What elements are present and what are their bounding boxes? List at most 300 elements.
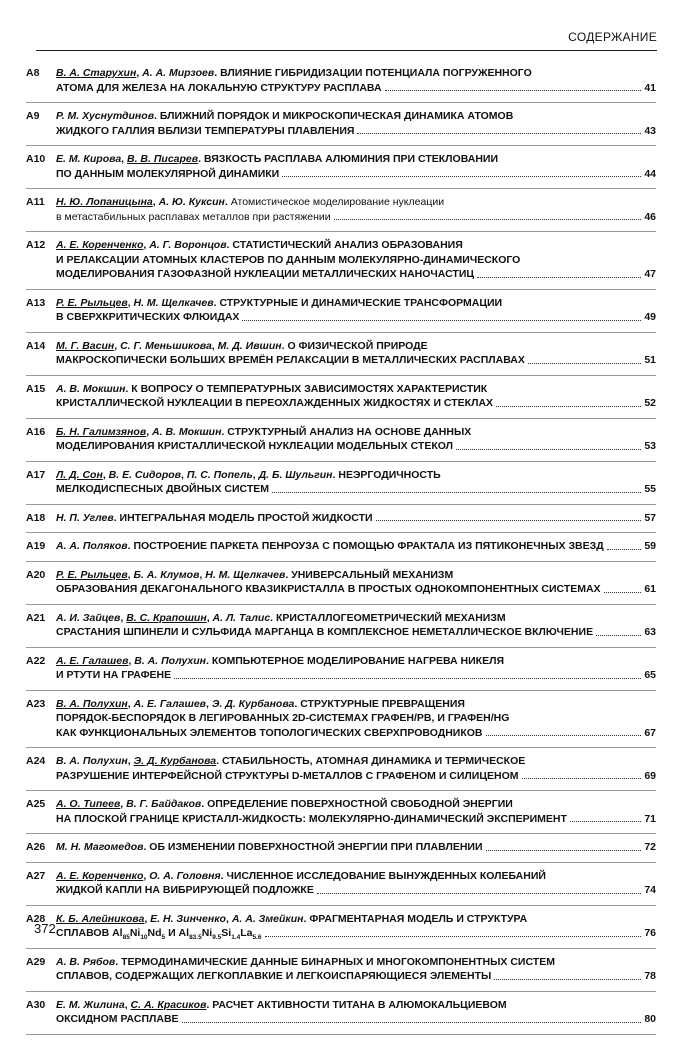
author-name: В. А. Старухин <box>56 67 137 79</box>
entry-line-text <box>56 668 171 683</box>
title-text: СТРУКТУРНЫЙ АНАЛИЗ НА ОСНОВЕ ДАННЫХ <box>227 425 472 438</box>
entry-line <box>56 726 656 741</box>
title-text: КРИСТАЛЛИЧЕСКОЙ НУКЛЕАЦИИ В ПЕРЕОХЛАЖДЕННЫХ ЖИДКОСТЯХ И СТЕКЛАХ <box>56 397 494 409</box>
dot-leader <box>607 539 642 550</box>
entry-line <box>56 511 656 526</box>
author-name: М. Г. Васин <box>56 339 115 352</box>
toc-entry <box>26 697 656 749</box>
toc-entry <box>26 296 656 333</box>
entry-line-text <box>56 812 567 827</box>
entry-code: А24 <box>26 755 46 767</box>
entry-code: А22 <box>26 654 46 667</box>
toc-entry <box>26 754 656 791</box>
entry-body <box>56 912 656 941</box>
author-name: Н. Ю. Лопаницына <box>56 196 153 208</box>
author-name: А. В. Мокшин <box>152 425 222 438</box>
entry-body <box>56 611 656 640</box>
entry-body <box>56 754 656 783</box>
entry-code: А17 <box>26 468 46 481</box>
author-name: Е. М. Кирова <box>56 153 122 165</box>
title-text: ПОСТРОЕНИЕ ПАРКЕТА ПЕНРОУЗА С ПОМОЩЬЮ ФРАКТАЛА ИЗ ПЯТИКОНЕЧНЫХ ЗВЕЗД <box>133 540 604 552</box>
entry-body <box>56 511 656 526</box>
entry-line-text <box>56 439 453 454</box>
entry-line-text <box>56 124 354 139</box>
author-name: Р. Е. Рыльцев <box>56 296 128 309</box>
formula-text: Ni <box>129 927 141 939</box>
author-name: В. С. Крапошин <box>126 611 207 624</box>
author-name: В. А. Полухин <box>134 654 207 667</box>
entry-line-text <box>56 396 493 411</box>
entry-page: 44 <box>644 167 656 180</box>
author-name: А. И. Зайцев <box>56 611 121 624</box>
entry-line <box>56 253 656 268</box>
dot-leader <box>282 167 641 178</box>
title-text: ЖИДКОГО ГАЛЛИЯ ВБЛИЗИ ТЕМПЕРАТУРЫ ПЛАВЛЕНИЯ <box>56 124 355 137</box>
author-name: Э. Д. Курбанова <box>133 755 217 767</box>
title-text: ПО ДАННЫМ МОЛЕКУЛЯРНОЙ ДИНАМИКИ <box>56 167 280 180</box>
toc-entry <box>26 339 656 376</box>
title-text: ЖИДКОЙ КАПЛИ НА ВИБРИРУЮЩЕЙ ПОДЛОЖКЕ <box>56 884 314 896</box>
entry-line <box>56 697 656 712</box>
title-text: МАКРОСКОПИЧЕСКИ БОЛЬШИХ ВРЕМЁН РЕЛАКСАЦИИ В МЕТАЛЛИЧЕСКИХ РАСПЛАВАХ <box>56 354 525 366</box>
entry-line-text <box>56 210 331 225</box>
entry-body <box>56 468 656 497</box>
entry-page: 55 <box>644 483 656 495</box>
title-text: ОБРАЗОВАНИЯ ДЕКАГОНАЛЬНОГО КВАЗИКРИСТАЛЛА В ПРОСТЫХ ОДНОКОМПОНЕНТНЫХ СИСТЕМАХ <box>56 583 601 595</box>
dot-leader <box>242 310 641 321</box>
author-name: Э. Д. Курбанова <box>211 697 295 710</box>
author-name: Н. П. Углев <box>56 511 114 524</box>
entry-line-text: А. Е. Коренченко, А. Г. Воронцов. СТАТИСТИЧЕСКИЙ АНАЛИЗ ОБРАЗОВАНИЯ <box>56 239 463 251</box>
entry-line-text: В. А. Старухин, А. А. Мирзоев. ВЛИЯНИЕ ГИБРИДИЗАЦИИ ПОТЕНЦИАЛА ПОГРУЖЕННОГО <box>56 67 532 79</box>
author-name: А. О. Типеев <box>56 798 121 810</box>
dot-leader <box>486 726 642 737</box>
entry-line <box>56 883 656 898</box>
entry-line-text: А. О. Типеев, В. Г. Байдаков. ОПРЕДЕЛЕНИЕ ПОВЕРХНОСТНОЙ СВОБОДНОЙ ЭНЕРГИИ <box>56 798 513 810</box>
entry-code: А23 <box>26 697 46 710</box>
toc-entry <box>26 955 656 992</box>
entry-line <box>56 482 656 497</box>
dot-leader <box>596 625 641 636</box>
entry-page: 71 <box>644 812 656 825</box>
entry-code: А21 <box>26 611 46 624</box>
entry-line-text <box>56 167 279 182</box>
dot-leader <box>182 1012 642 1023</box>
title-text: ВЛИЯНИЕ ГИБРИДИЗАЦИИ ПОТЕНЦИАЛА ПОГРУЖЕННОГО <box>220 67 532 79</box>
author-name: А. А. Поляков <box>56 540 128 552</box>
author-name: Е. М. Жилина <box>56 998 125 1011</box>
title-text: ОКСИДНОМ РАСПЛАВЕ <box>56 1013 179 1025</box>
entry-line-text <box>56 883 314 898</box>
entry-line-text <box>56 726 483 741</box>
entry-body <box>56 195 656 224</box>
entry-body <box>56 238 656 282</box>
formula-text: Si <box>221 927 232 939</box>
toc-entry <box>26 539 656 562</box>
author-name: Б. Н. Галимзянов <box>56 425 147 438</box>
author-name: А. В. Мокшин <box>56 382 126 395</box>
entry-line-text <box>56 711 509 726</box>
entry-page: 72 <box>644 841 656 853</box>
dot-leader <box>272 482 641 493</box>
title-text: УНИВЕРСАЛЬНЫЙ МЕХАНИЗМ <box>291 568 454 581</box>
entry-body <box>56 697 656 741</box>
entry-page: 41 <box>644 81 656 94</box>
entry-line-text: Р. Е. Рыльцев, Б. А. Клумов, Н. М. Щелкачев. УНИВЕРСАЛЬНЫЙ МЕХАНИЗМ <box>56 568 454 581</box>
toc-entry <box>26 840 656 863</box>
entry-page: 59 <box>644 540 656 552</box>
dot-leader <box>528 353 641 364</box>
entry-line <box>56 912 656 927</box>
toc-entry <box>26 152 656 189</box>
author-name: А. Е. Галашев <box>133 697 207 710</box>
entry-line <box>56 539 656 554</box>
author-name: П. С. Попель <box>186 468 253 481</box>
entry-code: А12 <box>26 239 46 251</box>
toc-entry <box>26 912 656 949</box>
entry-line <box>56 468 656 483</box>
formula-text: СПЛАВОВ Al <box>56 927 123 939</box>
title-text: МОДЕЛИРОВАНИЯ КРИСТАЛЛИЧЕСКОЙ НУКЛЕАЦИИ МОДЕЛЬНЫХ СТЕКОЛ <box>56 440 454 452</box>
author-name: К. Б. Алейникова <box>56 912 145 925</box>
title-text: Атомистическое моделирование нуклеации <box>230 196 445 208</box>
entry-code: А26 <box>26 841 46 853</box>
author-name: А. Е. Коренченко <box>56 239 144 251</box>
title-text: О ФИЗИЧЕСКОЙ ПРИРОДЕ <box>287 339 428 352</box>
dot-leader <box>496 396 641 407</box>
formula-subscript: 5.6 <box>252 934 262 941</box>
entry-line-text: А. Е. Коренченко, О. А. Головня. ЧИСЛЕННОЕ ИССЛЕДОВАНИЕ ВЫНУЖДЕННЫХ КОЛЕБАНИЙ <box>56 869 546 882</box>
entry-body <box>56 869 656 898</box>
entry-code: А19 <box>26 540 46 552</box>
entry-body <box>56 998 656 1027</box>
entry-line <box>56 926 656 941</box>
author-name: А. А. Змейкин <box>231 912 304 925</box>
entry-line-text: М. Н. Магомедов. ОБ ИЗМЕНЕНИИ ПОВЕРХНОСТНОЙ ЭНЕРГИИ ПРИ ПЛАВЛЕНИИ <box>56 841 483 853</box>
entry-line-text <box>56 769 519 784</box>
entry-line-text <box>56 81 382 96</box>
entry-line <box>56 167 656 182</box>
toc-entry <box>26 382 656 419</box>
entry-line-text: Р. М. Хуснутдинов. БЛИЖНИЙ ПОРЯДОК И МИКРОСКОПИЧЕСКАЯ ДИНАМИКА АТОМОВ <box>56 110 514 122</box>
entry-line <box>56 568 656 583</box>
dot-leader <box>265 926 642 937</box>
author-name: В. А. Полухин <box>56 697 128 710</box>
entry-line <box>56 238 656 253</box>
title-text: МЕЛКОДИСПЕСНЫХ ДВОЙНЫХ СИСТЕМ <box>56 483 269 495</box>
title-text: БЛИЖНИЙ ПОРЯДОК И МИКРОСКОПИЧЕСКАЯ ДИНАМИКА АТОМОВ <box>159 110 514 122</box>
toc-entry <box>26 611 656 648</box>
entry-line-text: В. А. Полухин, Э. Д. Курбанова. СТАБИЛЬНОСТЬ, АТОМНАЯ ДИНАМИКА И ТЕРМИЧЕСКОЕ <box>56 755 526 767</box>
entry-code: А11 <box>26 196 45 208</box>
title-text: НА ПЛОСКОЙ ГРАНИЦЕ КРИСТАЛЛ-ЖИДКОСТЬ: МОЛЕКУЛЯРНО-ДИНАМИЧЕСКИЙ ЭКСПЕРИМЕНТ <box>56 812 567 825</box>
formula-subscript: 1.4 <box>231 934 241 941</box>
entry-line <box>56 711 656 726</box>
entry-page: 57 <box>644 511 656 524</box>
toc-entry <box>26 195 656 232</box>
entry-code: А10 <box>26 153 46 165</box>
formula-text: Nd <box>147 927 162 939</box>
entry-page: 43 <box>644 124 656 137</box>
dot-leader <box>174 668 641 679</box>
author-name: А. Г. Воронцов <box>149 239 227 251</box>
title-text: СПЛАВОВ, СОДЕРЖАЩИХ ЛЕГКОПЛАВКИЕ И ЛЕГКОИСПАРЯЮЩИЕСЯ ЭЛЕМЕНТЫ <box>56 970 492 982</box>
entry-page: 49 <box>644 311 656 323</box>
toc-entry <box>26 511 656 534</box>
entry-line-text: А. А. Поляков. ПОСТРОЕНИЕ ПАРКЕТА ПЕНРОУЗА С ПОМОЩЬЮ ФРАКТАЛА ИЗ ПЯТИКОНЕЧНЫХ ЗВЕЗД <box>56 540 604 552</box>
dot-leader <box>385 81 642 92</box>
entry-line <box>56 353 656 368</box>
formula-subscript: 5 <box>161 934 166 941</box>
title-text: СТАБИЛЬНОСТЬ, АТОМНАЯ ДИНАМИКА И ТЕРМИЧЕСКОЕ <box>221 755 526 767</box>
toc-entry <box>26 568 656 605</box>
author-name: А. А. Мирзоев <box>142 67 215 79</box>
dot-leader <box>522 769 642 780</box>
entry-line-text <box>56 625 593 640</box>
title-text: К ВОПРОСУ О ТЕМПЕРАТУРНЫХ ЗАВИСИМОСТЯХ ХАРАКТЕРИСТИК <box>131 382 488 395</box>
title-text: АТОМА ДЛЯ ЖЕЛЕЗА НА ЛОКАЛЬНУЮ СТРУКТУРУ РАСПЛАВА <box>56 81 382 94</box>
title-text: В СВЕРХКРИТИЧЕСКИХ ФЛЮИДАХ <box>56 311 240 323</box>
entry-line-text: А. И. Зайцев, В. С. Крапошин, А. Л. Талис. КРИСТАЛЛОГЕОМЕТРИЧЕСКИЙ МЕХАНИЗМ <box>56 611 506 624</box>
entry-page: 69 <box>644 769 656 782</box>
title-text: ПОРЯДОК-БЕСПОРЯДОК В ЛЕГИРОВАННЫХ 2D-СИСТЕМАХ ГРАФЕН/PB, И ГРАФЕН/HG <box>56 712 510 724</box>
entry-page: 76 <box>644 927 656 939</box>
entry-code: А9 <box>26 110 40 122</box>
entry-line <box>56 955 656 970</box>
title-text: ФРАГМЕНТАРНАЯ МОДЕЛЬ И СТРУКТУРА <box>309 912 528 925</box>
author-name: Л. Д. Сон <box>56 468 103 481</box>
dot-leader <box>477 267 641 278</box>
formula-text: Ni <box>201 927 213 939</box>
title-text: СТРУКТУРНЫЕ ПРЕВРАЩЕНИЯ <box>300 697 465 710</box>
author-name: М. Д. Ившин <box>217 339 282 352</box>
formula-subscript: 9.5 <box>212 934 222 941</box>
title-text: ОБ ИЗМЕНЕНИИ ПОВЕРХНОСТНОЙ ЭНЕРГИИ ПРИ ПЛАВЛЕНИИ <box>149 841 483 853</box>
author-name: С. А. Красиков <box>130 998 207 1011</box>
dot-leader <box>570 812 641 823</box>
title-text: НЕЭРГОДИЧНОСТЬ <box>338 468 441 481</box>
entry-line-text <box>56 253 520 268</box>
entry-body <box>56 840 656 855</box>
entry-page: 80 <box>644 1013 656 1025</box>
entry-line <box>56 812 656 827</box>
entry-body <box>56 339 656 368</box>
entry-line <box>56 582 656 597</box>
entry-line <box>56 840 656 855</box>
dot-leader <box>604 582 642 593</box>
title-text: ЧИСЛЕННОЕ ИССЛЕДОВАНИЕ ВЫНУЖДЕННЫХ КОЛЕБАНИЙ <box>226 869 546 882</box>
title-text: КОМПЬЮТЕРНОЕ МОДЕЛИРОВАНИЕ НАГРЕВА НИКЕЛЯ <box>211 654 504 667</box>
author-name: М. Н. Магомедов <box>56 841 144 853</box>
title-text: ОПРЕДЕЛЕНИЕ ПОВЕРХНОСТНОЙ СВОБОДНОЙ ЭНЕРГИИ <box>207 798 513 810</box>
entry-line <box>56 66 656 81</box>
entry-code: А29 <box>26 955 46 968</box>
entry-page: 65 <box>644 669 656 681</box>
author-name: Р. М. Хуснутдинов <box>56 110 155 122</box>
entry-line-text: А. В. Мокшин. К ВОПРОСУ О ТЕМПЕРАТУРНЫХ ЗАВИСИМОСТЯХ ХАРАКТЕРИСТИК <box>56 382 488 395</box>
title-text: И РТУТИ НА ГРАФЕНЕ <box>56 669 172 681</box>
entry-code: А14 <box>26 339 46 352</box>
author-name: Е. Н. Зинченко <box>150 912 226 925</box>
entry-page: 53 <box>644 440 656 452</box>
author-name: Д. Б. Шульгин <box>258 468 333 481</box>
author-name: Р. Е. Рыльцев <box>56 568 128 581</box>
entry-code: А27 <box>26 869 46 882</box>
entry-line <box>56 654 656 669</box>
entry-body <box>56 109 656 138</box>
entry-line-text: Н. Ю. Лопаницына, А. Ю. Куксин. Атомистическое моделирование нуклеации <box>56 196 445 208</box>
author-name: А. В. Рябов <box>56 955 116 968</box>
entry-body <box>56 152 656 181</box>
entry-line-text <box>56 582 601 597</box>
title-text: КАК ФУНКЦИОНАЛЬНЫХ ЭЛЕМЕНТОВ ТОПОЛОГИЧЕСКИХ СВЕРХПРОВОДНИКОВ <box>56 726 483 739</box>
running-header <box>36 28 657 51</box>
formula-subscript: 83.5 <box>189 934 202 941</box>
title-text: СРАСТАНИЯ ШПИНЕЛИ И СУЛЬФИДА МАРГАНЦА В КОМПЛЕКСНОЕ НЕМЕТАЛЛИЧЕСКОЕ ВКЛЮЧЕНИЕ <box>56 626 594 638</box>
entry-page: 47 <box>644 268 656 280</box>
entry-line-text <box>56 310 239 325</box>
toc-entry <box>26 869 656 906</box>
entry-body <box>56 66 656 95</box>
title-text: РАСЧЕТ АКТИВНОСТИ ТИТАНА В АЛЮМОКАЛЬЦИЕВОМ <box>212 998 507 1011</box>
toc-entry <box>26 468 656 505</box>
page-number: 372 <box>34 921 56 936</box>
entry-line-text: В. А. Полухин, А. Е. Галашев, Э. Д. Курбанова. СТРУКТУРНЫЕ ПРЕВРАЩЕНИЯ <box>56 697 465 710</box>
dot-leader <box>376 511 642 522</box>
entry-line <box>56 396 656 411</box>
author-name: А. Е. Коренченко <box>56 869 144 882</box>
entry-line-text <box>56 482 269 497</box>
entry-code: А28 <box>26 912 46 925</box>
dot-leader <box>317 883 641 894</box>
entry-code: А16 <box>26 425 46 438</box>
entry-line <box>56 382 656 397</box>
entry-body <box>56 539 656 554</box>
entry-body <box>56 382 656 411</box>
author-name: А. Е. Галашев <box>56 654 129 667</box>
entry-page: 51 <box>644 354 656 366</box>
entry-line <box>56 425 656 440</box>
entry-line-text <box>56 1012 179 1027</box>
entry-line-text <box>56 969 491 984</box>
entry-page: 74 <box>644 884 656 896</box>
title-text: ТЕРМОДИНАМИЧЕСКИЕ ДАННЫЕ БИНАРНЫХ И МНОГОКОМПОНЕНТНЫХ СИСТЕМ <box>121 955 555 968</box>
toc-entry <box>26 797 656 834</box>
title-text: И РЕЛАКСАЦИИ АТОМНЫХ КЛАСТЕРОВ ПО ДАННЫМ МОЛЕКУЛЯРНО-ДИНАМИЧЕСКОГО <box>56 253 521 266</box>
entry-line-text: Б. Н. Галимзянов, А. В. Мокшин. СТРУКТУРНЫЙ АНАЛИЗ НА ОСНОВЕ ДАННЫХ <box>56 425 472 438</box>
title-text: в метастабильных расплавах металлов при растяжении <box>56 210 331 223</box>
dot-leader <box>494 969 641 980</box>
entry-line-text <box>56 267 474 282</box>
entry-body <box>56 797 656 826</box>
entry-page: 63 <box>644 626 656 638</box>
entry-body <box>56 296 656 325</box>
entry-line <box>56 611 656 626</box>
author-name: В. Г. Байдаков <box>126 798 202 810</box>
toc-entry <box>26 109 656 146</box>
author-name: В. В. Писарев <box>127 153 199 165</box>
entry-line <box>56 797 656 812</box>
entry-body <box>56 425 656 454</box>
toc-entry <box>26 238 656 290</box>
entry-line-text: Р. Е. Рыльцев, Н. М. Щелкачев. СТРУКТУРНЫЕ И ДИНАМИЧЕСКИЕ ТРАНСФОРМАЦИИ <box>56 296 503 309</box>
author-name: В. Е. Сидоров <box>108 468 181 481</box>
entry-line <box>56 969 656 984</box>
title-text: РАЗРУШЕНИЕ ИНТЕРФЕЙСНОЙ СТРУКТУРЫ D-МЕТАЛЛОВ С ГРАФЕНОМ И СИЛИЦЕНОМ <box>56 769 519 782</box>
entry-page: 61 <box>644 583 656 595</box>
entry-line <box>56 81 656 96</box>
author-name: Н. М. Щелкачев <box>133 296 214 309</box>
entry-code: А13 <box>26 296 46 309</box>
entry-line-text: Л. Д. Сон, В. Е. Сидоров, П. С. Попель, Д. Б. Шульгин. НЕЭРГОДИЧНОСТЬ <box>56 468 441 481</box>
entry-line <box>56 152 656 167</box>
entry-code: А20 <box>26 568 46 581</box>
entry-code: А15 <box>26 382 46 395</box>
entry-page: 78 <box>644 970 656 982</box>
entry-line <box>56 754 656 769</box>
author-name: С. Г. Меньшикова <box>120 339 212 352</box>
table-of-contents <box>26 66 656 1041</box>
entry-line-text: Н. П. Углев. ИНТЕГРАЛЬНАЯ МОДЕЛЬ ПРОСТОЙ ЖИДКОСТИ <box>56 511 373 524</box>
toc-entry <box>26 66 656 103</box>
entry-line <box>56 998 656 1013</box>
entry-line-text: К. Б. Алейникова, Е. Н. Зинченко, А. А. Змейкин. ФРАГМЕНТАРНАЯ МОДЕЛЬ И СТРУКТУРА <box>56 912 528 925</box>
entry-line-text: А. В. Рябов. ТЕРМОДИНАМИЧЕСКИЕ ДАННЫЕ БИНАРНЫХ И МНОГОКОМПОНЕНТНЫХ СИСТЕМ <box>56 955 555 968</box>
entry-line <box>56 439 656 454</box>
formula-text: La <box>240 927 253 939</box>
title-text: КРИСТАЛЛОГЕОМЕТРИЧЕСКИЙ МЕХАНИЗМ <box>276 611 506 624</box>
dot-leader <box>357 124 641 135</box>
entry-page: 52 <box>644 397 656 409</box>
toc-entry <box>26 425 656 462</box>
toc-entry <box>26 654 656 691</box>
author-name: А. Ю. Куксин <box>158 196 225 208</box>
dot-leader <box>334 210 642 221</box>
title-text: СТАТИСТИЧЕСКИЙ АНАЛИЗ ОБРАЗОВАНИЯ <box>232 239 463 251</box>
entry-body <box>56 654 656 683</box>
entry-line-text: Е. М. Жилина, С. А. Красиков. РАСЧЕТ АКТИВНОСТИ ТИТАНА В АЛЮМОКАЛЬЦИЕВОМ <box>56 998 507 1011</box>
entry-line <box>56 210 656 225</box>
toc-entry <box>26 998 656 1035</box>
author-name: Б. А. Клумов <box>133 568 200 581</box>
entry-code: А25 <box>26 798 46 810</box>
entry-code: А30 <box>26 998 46 1011</box>
entry-line <box>56 625 656 640</box>
entry-page: 67 <box>644 726 656 739</box>
formula-subscript: 85 <box>122 934 130 941</box>
formula-text: И Al <box>165 927 190 939</box>
entry-line <box>56 267 656 282</box>
entry-line <box>56 668 656 683</box>
entry-line <box>56 339 656 354</box>
title-text: ИНТЕГРАЛЬНАЯ МОДЕЛЬ ПРОСТОЙ ЖИДКОСТИ <box>119 511 373 524</box>
title-text: СТРУКТУРНЫЕ И ДИНАМИЧЕСКИЕ ТРАНСФОРМАЦИИ <box>219 296 503 309</box>
formula-subscript: 10 <box>140 934 148 941</box>
entry-line-text: А. Е. Галашев, В. А. Полухин. КОМПЬЮТЕРНОЕ МОДЕЛИРОВАНИЕ НАГРЕВА НИКЕЛЯ <box>56 654 504 667</box>
title-text: ВЯЗКОСТЬ РАСПЛАВА АЛЮМИНИЯ ПРИ СТЕКЛОВАНИИ <box>203 153 499 165</box>
author-name: В. А. Полухин <box>56 755 128 767</box>
entry-line <box>56 869 656 884</box>
author-name: О. А. Головня <box>149 869 221 882</box>
entry-line <box>56 296 656 311</box>
entry-line <box>56 769 656 784</box>
entry-line-text <box>56 353 525 368</box>
entry-line <box>56 310 656 325</box>
entry-line-text: Е. М. Кирова, В. В. Писарев. ВЯЗКОСТЬ РАСПЛАВА АЛЮМИНИЯ ПРИ СТЕКЛОВАНИИ <box>56 153 499 165</box>
entry-line <box>56 195 656 210</box>
entry-body <box>56 955 656 984</box>
entry-code: А8 <box>26 67 40 79</box>
